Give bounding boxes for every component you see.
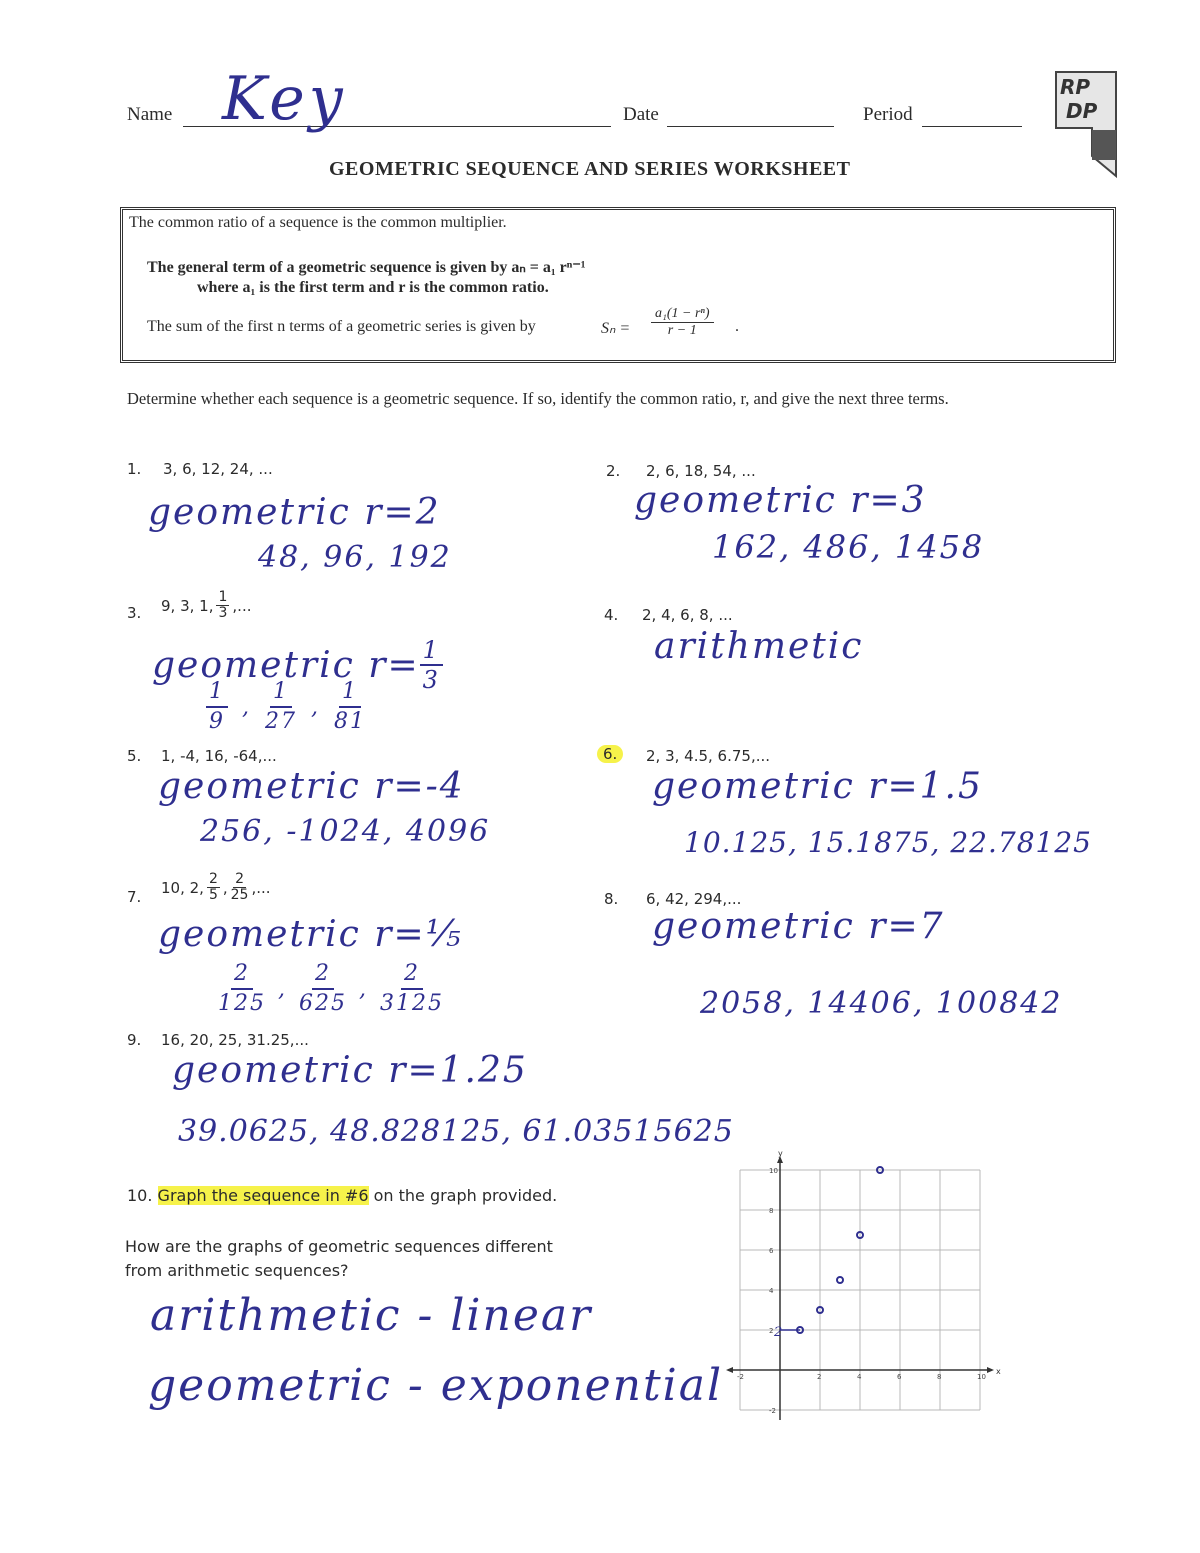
problem-3-answer-text: geometric r= [152,644,420,686]
logo-text-bottom: DP [1066,99,1098,123]
problem-7-answer-type: geometric r=⅕ [158,914,463,955]
x-tick-label: 10 [977,1373,986,1381]
problem-7-number: 7. [127,888,142,906]
answer-fraction [334,678,366,736]
comma: , [278,976,287,1002]
problem-3-seq-fraction [216,590,229,621]
definition-general-term: The general term of a geometric sequence is given by aₙ = a₁ rⁿ⁻¹ [147,259,586,276]
y-tick-label: 4 [769,1287,774,1295]
problem-4-answer-type: arithmetic [654,626,864,667]
problem-7-answer-terms [218,960,444,1018]
x-tick-label: -2 [737,1373,744,1381]
x-tick-label: 2 [817,1373,822,1381]
fraction-denominator: 25 [230,887,249,903]
fraction-denominator: 3 [218,605,228,621]
problem-3-seq-suffix: ,... [232,596,252,615]
problem-7-seq-prefix: 10, 2, [161,878,204,897]
x-tick-label: 6 [897,1373,902,1381]
problem-2-number: 2. [606,462,621,480]
problem-9-answer-terms: 39.0625, 48.828125, 61.03515625 [178,1114,734,1149]
problem-1-answer-type: geometric r=2 [148,492,441,533]
comma: , [311,694,320,720]
problem-1-answer-terms: 48, 96, 192 [258,540,452,575]
problem-3-answer-terms [206,678,366,736]
problem-9-sequence: 16, 20, 25, 31.25,... [161,1031,309,1049]
answer-fraction [218,960,266,1018]
fraction-denominator: 81 [334,709,366,734]
comparison-question-line-2: from arithmetic sequences? [125,1261,349,1280]
sum-end: . [735,318,739,335]
fraction-denominator: 5 [208,887,218,903]
fraction-denominator: 125 [218,991,266,1016]
fraction-denominator: 3 [422,666,440,694]
rpdp-logo [1052,68,1120,178]
problem-1-sequence: 3, 6, 12, 24, ... [163,460,273,478]
date-line [667,126,834,127]
fraction-numerator: 1 [206,678,228,708]
problem-6-answer-terms: 10.125, 15.1875, 22.78125 [684,826,1092,859]
problem-6-answer-type: geometric r=1.5 [652,766,983,807]
problem-7-seq-fraction [207,872,220,903]
problem-6-sequence: 2, 3, 4.5, 6.75,... [646,747,771,765]
fraction-denominator: 27 [265,709,297,734]
sum-formula-fraction [651,306,714,339]
problem-4-number: 4. [604,606,619,624]
fraction-numerator: 2 [235,871,245,887]
comma: , [242,694,251,720]
fraction-numerator: 1 [339,678,361,708]
comparison-answer-line-2: geometric - exponential [148,1360,724,1411]
sum-denominator: r − 1 [667,323,697,338]
answer-fraction [299,960,347,1018]
sum-lhs: Sₙ = [601,320,631,337]
name-value: Key [222,64,347,134]
fraction-denominator: 625 [299,991,347,1016]
graph-tick-labels [737,1149,1001,1415]
y-tick-label: 8 [769,1207,774,1215]
problem-1-number: 1. [127,460,142,478]
comma: , [222,878,228,897]
x-tick-label: 4 [857,1373,862,1381]
x-axis-arrow [987,1367,994,1373]
period-label: Period [863,104,913,125]
answer-fraction [265,678,297,736]
question-10-highlight: Graph the sequence in #6 [157,1186,369,1205]
graph-annotation: 2 [774,1325,783,1340]
question-10-number: 10. [127,1186,153,1205]
answer-fraction [206,678,228,736]
fraction-denominator: 3125 [380,991,444,1016]
period-line [922,126,1022,127]
fraction-numerator: 2 [231,960,253,990]
fraction-numerator: 1 [218,589,228,605]
question-10 [127,1186,557,1205]
problem-3-ratio-fraction [420,636,443,694]
problem-8-sequence: 6, 42, 294,... [646,890,742,908]
problem-7-sequence [161,872,271,903]
x-axis-arrow-left [726,1367,733,1373]
problem-8-number: 8. [604,890,619,908]
name-label: Name [127,104,173,125]
problem-5-sequence: 1, -4, 16, -64,... [161,747,277,765]
problem-3-number: 3. [127,604,142,622]
y-tick-label: 2 [769,1327,774,1335]
x-tick-label: 8 [937,1373,942,1381]
problem-8-answer-type: geometric r=7 [652,906,945,947]
problem-2-sequence: 2, 6, 18, 54, ... [646,462,756,480]
problem-7-seq-suffix: ,... [251,878,271,897]
problem-6-number: 6. [597,745,623,763]
fraction-numerator: 2 [401,960,423,990]
problem-7-seq-fraction [231,872,249,903]
problem-2-answer-type: geometric r=3 [634,480,927,521]
instructions: Determine whether each sequence is a geometric sequence. If so, identify the common ratio, r, and give the next three terms. [127,389,949,408]
y-axis-label: y [778,1149,783,1158]
problem-3-seq-prefix: 9, 3, 1, [161,596,214,615]
problem-5-answer-type: geometric r=-4 [158,766,465,807]
problem-9-answer-type: geometric r=1.25 [172,1050,528,1091]
y-tick-label: -2 [769,1407,776,1415]
fraction-numerator: 2 [208,871,218,887]
fraction-denominator: 9 [209,709,225,734]
definitions-box [120,207,1116,363]
problem-5-answer-terms: 256, -1024, 4096 [200,814,491,849]
problem-8-answer-terms: 2058, 14406, 100842 [700,986,1063,1021]
worksheet-title: GEOMETRIC SEQUENCE AND SERIES WORKSHEET [329,158,851,180]
problem-9-number: 9. [127,1031,142,1049]
comma: , [359,976,368,1002]
comparison-question-line-1: How are the graphs of geometric sequences different [125,1237,553,1256]
y-tick-label: 10 [769,1167,778,1175]
fraction-numerator: 1 [420,636,443,666]
logo-text-top: RP [1060,75,1091,99]
definition-sum: The sum of the first n terms of a geometric series is given by [147,318,536,335]
problem-3-sequence [161,590,251,621]
problem-5-number: 5. [127,747,142,765]
fraction-numerator: 2 [312,960,334,990]
fraction-numerator: 1 [270,678,292,708]
date-label: Date [623,104,659,125]
sequence-graph [720,1149,1001,1420]
sum-numerator: a₁(1 − rⁿ) [651,306,714,323]
definition-common-ratio: The common ratio of a sequence is the common multiplier. [129,214,507,231]
question-10-rest: on the graph provided. [368,1186,558,1205]
answer-fraction [380,960,444,1018]
y-tick-label: 6 [769,1247,774,1255]
problem-2-answer-terms: 162, 486, 1458 [712,528,985,566]
comparison-answer-line-1: arithmetic - linear [150,1290,593,1341]
data-point [837,1277,843,1283]
x-axis-label: x [996,1367,1001,1376]
problem-4-sequence: 2, 4, 6, 8, ... [642,606,733,624]
definition-where: where a₁ is the first term and r is the common ratio. [197,279,549,296]
